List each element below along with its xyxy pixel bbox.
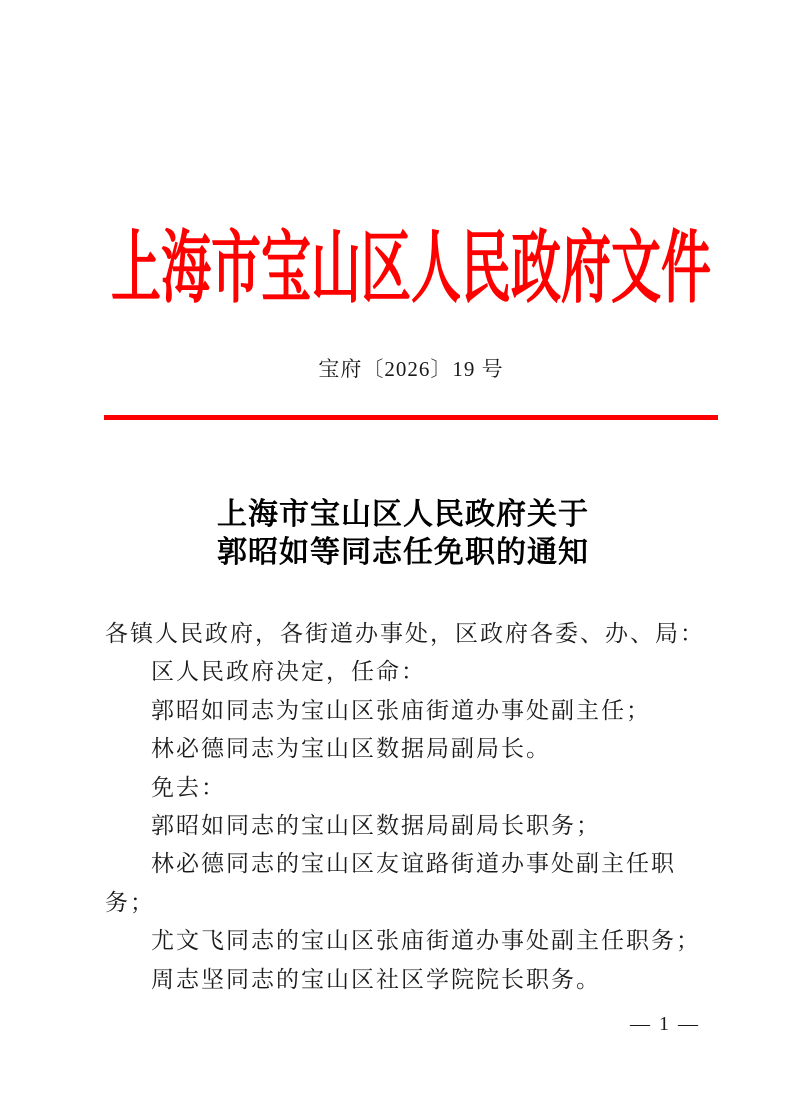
body-paragraph: 郭昭如同志为宝山区张庙街道办事处副主任； (151, 697, 651, 723)
document-title-line2: 郭昭如等同志任免职的通知 (217, 536, 589, 569)
document-title (96, 496, 710, 572)
body-paragraph: 周志坚同志的宝山区社区学院院长职务。 (151, 966, 601, 992)
document-reference-number: 宝府〔2026〕19 号 (318, 357, 504, 381)
page-number: — 1 — (630, 1013, 700, 1035)
body-paragraph: 免去： (151, 774, 226, 800)
body-paragraph: 林必德同志的宝山区友谊路街道办事处副主任职务； (105, 851, 676, 915)
body-paragraph: 区人民政府决定，任命： (151, 659, 426, 685)
body-paragraph: 尤文飞同志的宝山区张庙街道办事处副主任职务； (151, 928, 701, 954)
letterhead-banner-title: 上海市宝山区人民政府文件 (111, 223, 711, 313)
body-paragraph: 林必德同志为宝山区数据局副局长。 (151, 736, 551, 762)
salutation-line: 各镇人民政府，各街道办事处，区政府各委、办、局： (105, 621, 705, 646)
red-separator-rule (104, 415, 718, 420)
document-body (105, 615, 717, 999)
document-title-line1: 上海市宝山区人民政府关于 (217, 498, 589, 531)
body-paragraph: 郭昭如同志的宝山区数据局副局长职务； (151, 813, 601, 839)
